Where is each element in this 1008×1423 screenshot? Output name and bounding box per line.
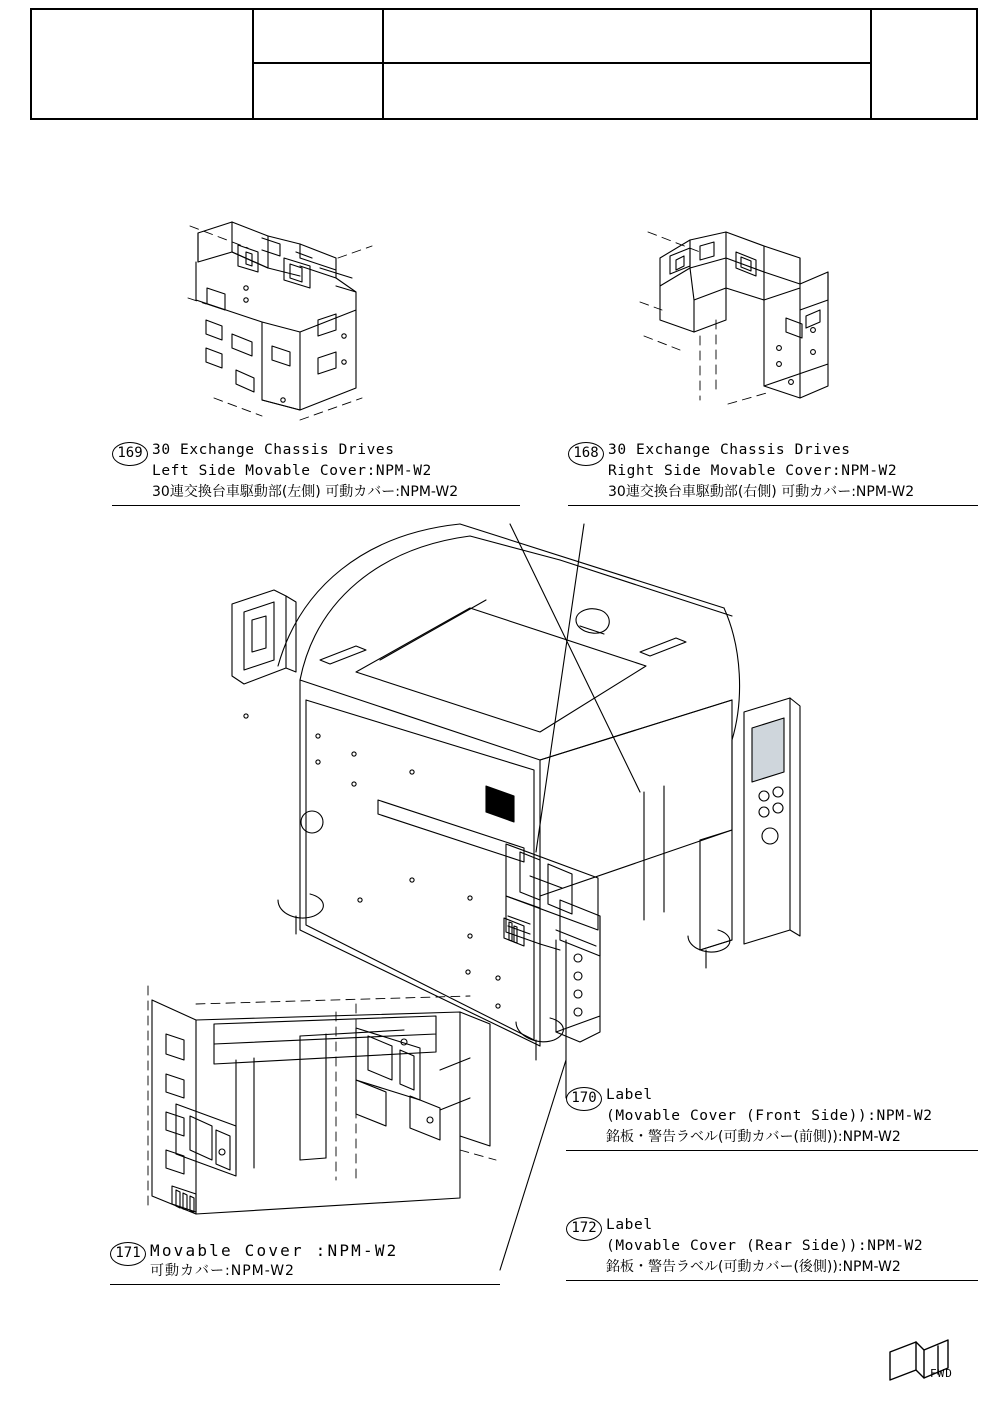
callout-172-rule	[566, 1280, 978, 1281]
callout-171	[110, 1240, 500, 1285]
callout-170-rule	[566, 1150, 978, 1151]
fwd-label: FWD	[930, 1367, 953, 1380]
callout-171-line3: 可動カバー:NPM-W2	[150, 1263, 295, 1279]
callout-172-line1: Label	[606, 1217, 653, 1233]
callout-170-line3: 銘板・警告ラベル(可動カバー(前側)):NPM-W2	[606, 1129, 901, 1145]
callout-number-168: 168	[568, 442, 604, 466]
callout-172	[566, 1215, 978, 1281]
callout-168-rule	[568, 505, 978, 506]
callout-168-line3: 30連交換台車駆動部(右側) 可動カバー:NPM-W2	[608, 484, 915, 500]
fwd-badge	[914, 1345, 984, 1403]
machine-main-view	[232, 524, 800, 1060]
header-col-description	[384, 10, 872, 118]
callout-168-line2: Right Side Movable Cover:NPM-W2	[608, 463, 898, 479]
callout-number-171: 171	[110, 1242, 146, 1266]
callout-169	[112, 440, 520, 506]
callout-172-line3: 銘板・警告ラベル(可動カバー(後側)):NPM-W2	[606, 1259, 901, 1275]
callout-169-line1: 30 Exchange Chassis Drives	[152, 442, 395, 458]
callout-168	[568, 440, 978, 506]
header-col-qty	[872, 10, 976, 118]
callout-168-line1: 30 Exchange Chassis Drives	[608, 442, 851, 458]
callout-number-172: 172	[566, 1217, 602, 1241]
callout-number-169: 169	[112, 442, 148, 466]
detail-movable-cover	[152, 1000, 490, 1214]
header-table	[30, 8, 978, 120]
callout-169-line3: 30連交換台車駆動部(左側) 可動カバー:NPM-W2	[152, 484, 459, 500]
callout-170-line2: (Movable Cover (Front Side)):NPM-W2	[606, 1108, 933, 1124]
callout-number-170: 170	[566, 1087, 602, 1111]
detail-left-side-movable-cover	[196, 222, 356, 410]
callout-170-line1: Label	[606, 1087, 653, 1103]
header-cell-code-top	[254, 10, 382, 64]
callout-172-line2: (Movable Cover (Rear Side)):NPM-W2	[606, 1238, 924, 1254]
callout-169-line2: Left Side Movable Cover:NPM-W2	[152, 463, 432, 479]
header-col-code	[254, 10, 384, 118]
callout-170	[566, 1085, 978, 1151]
header-col-left	[32, 10, 254, 118]
callout-171-line1: Movable Cover :NPM-W2	[150, 1241, 399, 1260]
header-cell-code-bottom	[254, 64, 382, 118]
header-cell-desc-bottom	[384, 64, 870, 118]
header-cell-desc-top	[384, 10, 870, 64]
detail-right-side-movable-cover	[660, 232, 828, 398]
callout-171-rule	[110, 1284, 500, 1285]
callout-169-rule	[112, 505, 520, 506]
